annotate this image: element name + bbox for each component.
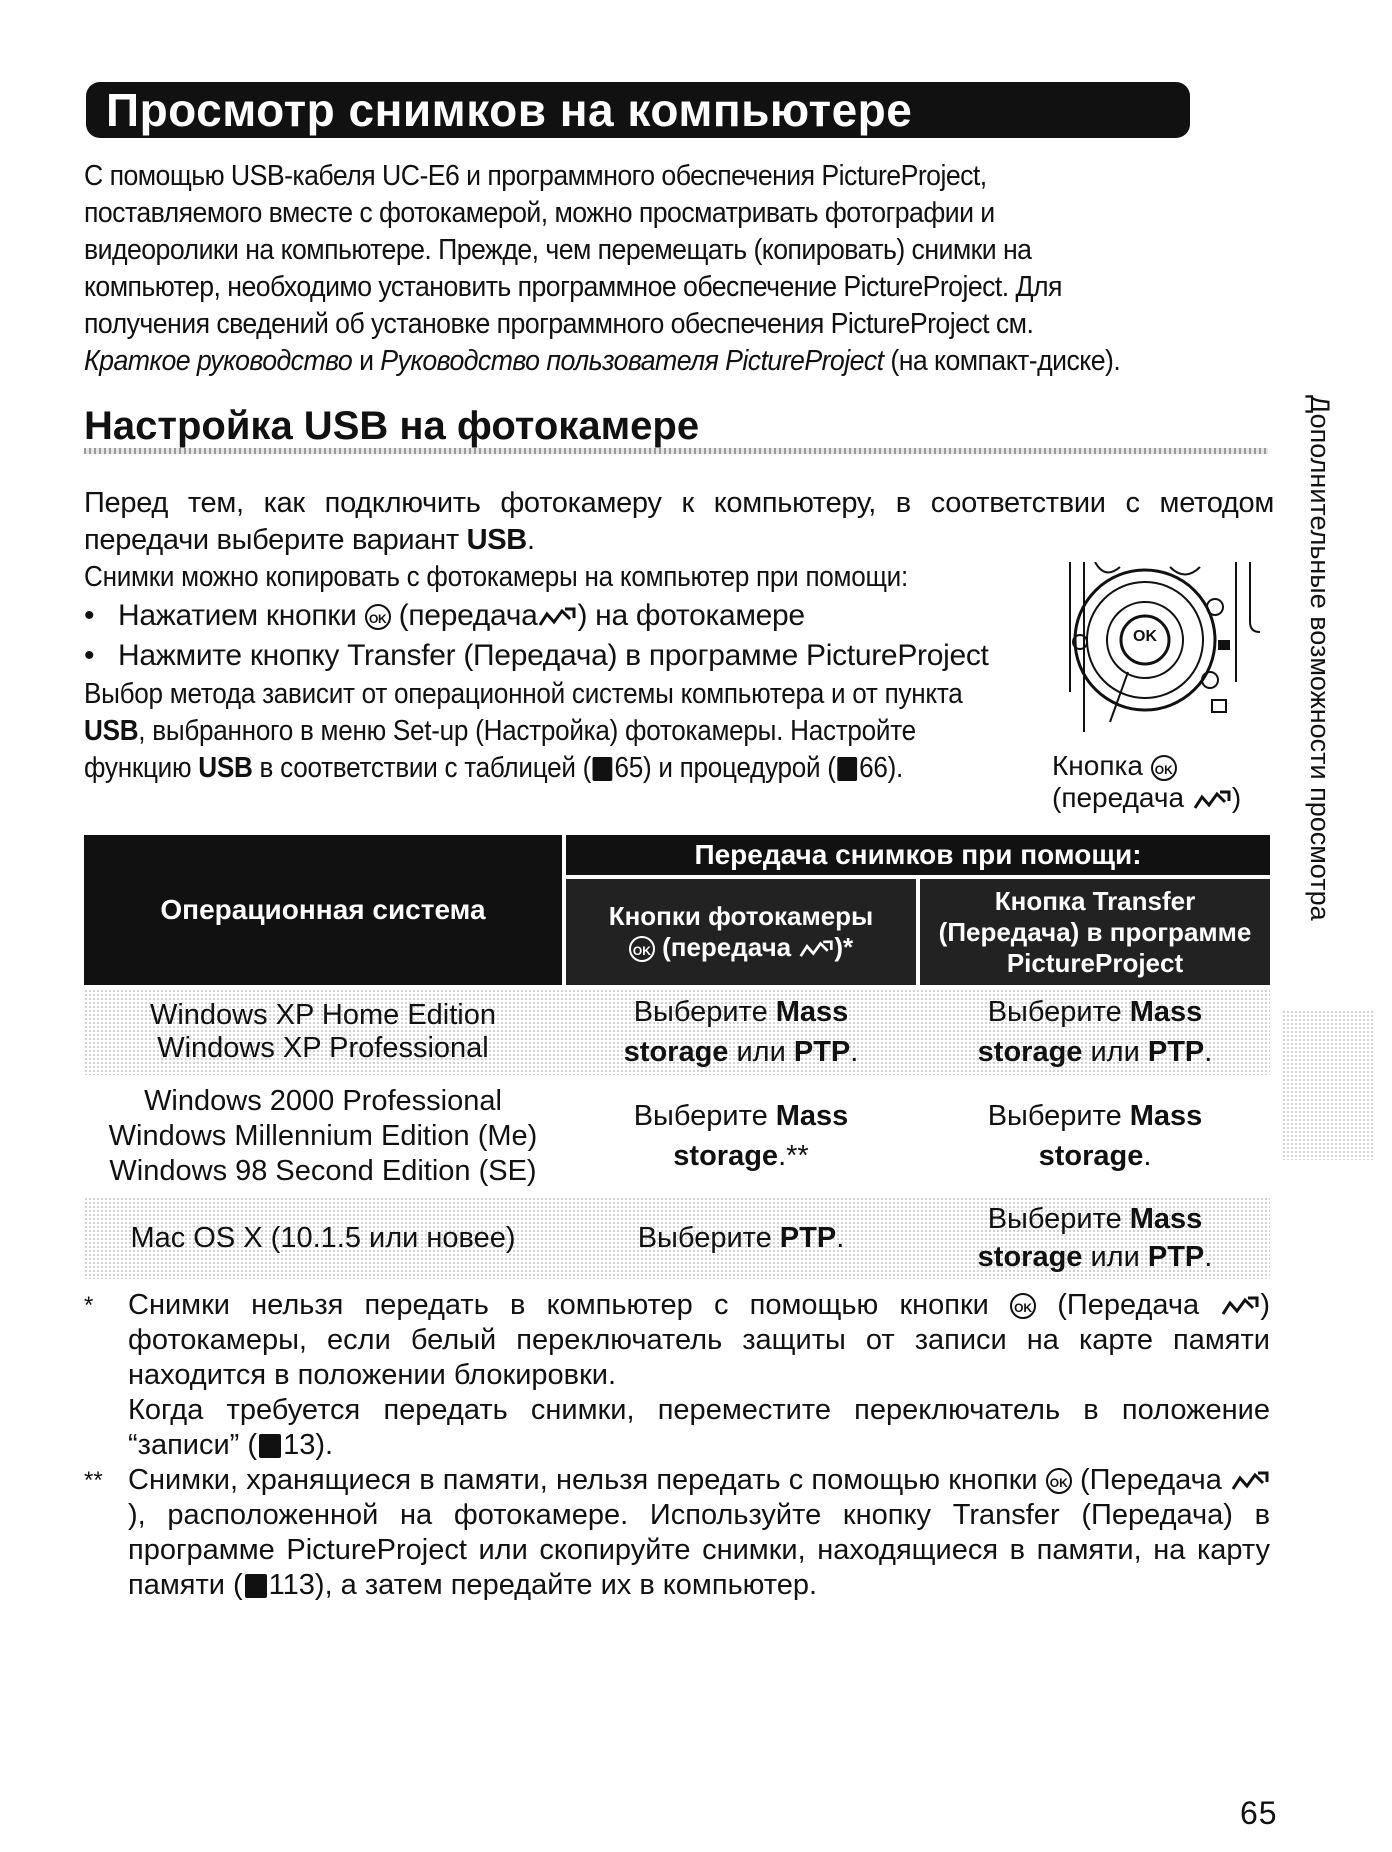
note-span: ), расположенной на фотокамере. Используйте кнопку Transfer (Передача) в программе PictureProject или скопируйте снимки, находящиеся в памяти, на карту памяти ( bbox=[128, 1499, 1270, 1601]
intro-paragraph bbox=[84, 158, 1188, 380]
pictureproject-cell bbox=[920, 1079, 1270, 1193]
header-transfer-group: Передача снимков при помощи: bbox=[566, 835, 1270, 875]
cell-text: Выберите bbox=[637, 1221, 780, 1254]
body-line bbox=[84, 750, 1092, 787]
cell-bold: PTP bbox=[793, 1036, 851, 1068]
cell-bold: Mass bbox=[775, 996, 849, 1028]
ok-button-icon: OK bbox=[1151, 755, 1177, 781]
intro-line: С помощью USB-кабеля UC-E6 и программного обеспечения PictureProject, bbox=[84, 160, 987, 192]
camera-back-illustration bbox=[1050, 562, 1280, 752]
os-name: Windows XP Home Edition bbox=[149, 999, 496, 1031]
table-row bbox=[84, 1079, 1270, 1193]
header-os: Операционная система bbox=[84, 835, 562, 985]
cell-text: Выберите bbox=[633, 1100, 776, 1132]
cell-bold: PTP bbox=[1147, 1036, 1205, 1068]
footnote-text bbox=[128, 1463, 1270, 1603]
page-number: 65 bbox=[1240, 1795, 1278, 1831]
footnote-mark: ** bbox=[84, 1467, 103, 1494]
cell-text: или bbox=[728, 1036, 794, 1068]
cell-text: Выберите bbox=[987, 1203, 1130, 1235]
cell-bold: storage bbox=[977, 1241, 1083, 1273]
section-rule bbox=[84, 448, 1268, 454]
header-text: PictureProject bbox=[1006, 947, 1184, 978]
page-ref-icon bbox=[259, 1434, 281, 1458]
body-line: Перед тем, как подключить фотокамеру к компьютеру, в соответствии с методом bbox=[84, 487, 1274, 519]
body-span: Нажмите кнопку Transfer (Передача) в программе PictureProject bbox=[118, 639, 989, 672]
cell-text: Выберите bbox=[633, 996, 776, 1028]
cell-line bbox=[978, 1032, 1213, 1072]
page-ref-icon bbox=[245, 1574, 267, 1598]
page-ref: 13 bbox=[283, 1429, 316, 1461]
intro-line: получения сведений об установке программного обеспечения PictureProject см. bbox=[84, 308, 1034, 340]
pictureproject-cell bbox=[920, 1197, 1270, 1279]
camera-ok-label: OK bbox=[1133, 628, 1157, 645]
ok-button-icon: OK bbox=[365, 604, 391, 630]
body-line bbox=[84, 713, 1092, 750]
os-name: Windows XP Professional bbox=[157, 1032, 489, 1064]
page-ref: 65 bbox=[614, 752, 643, 784]
side-tab-tone bbox=[1282, 1010, 1374, 1160]
header-pictureproject bbox=[920, 879, 1270, 985]
os-name: Windows Millennium Edition (Me) bbox=[108, 1119, 538, 1152]
page-title: Просмотр снимков на компьютере bbox=[86, 82, 1190, 138]
cell-line bbox=[638, 1222, 845, 1255]
header-line bbox=[939, 886, 1252, 979]
camera-cell bbox=[566, 1197, 916, 1279]
note-span: ) фотокамеры, если белый переключатель защиты от записи на карте памяти находится в положении блокировки. bbox=[128, 1289, 1270, 1391]
bullet-dot: • bbox=[84, 639, 95, 672]
intro-line bbox=[84, 343, 1188, 380]
note-span: ), а затем передайте их в компьютер. bbox=[314, 1569, 818, 1601]
camera-cell bbox=[566, 989, 916, 1075]
note-span: (Передача bbox=[1071, 1464, 1231, 1496]
header-text: Кнопка Transfer bbox=[994, 885, 1196, 916]
header-text: )* bbox=[834, 932, 854, 962]
cell-text: . bbox=[1204, 1241, 1213, 1273]
transfer-icon bbox=[798, 939, 834, 959]
header-text: Кнопки фотокамеры bbox=[608, 901, 874, 931]
cell-text: или bbox=[1082, 1036, 1148, 1068]
cell-line bbox=[624, 1032, 859, 1072]
cell-bold: storage bbox=[673, 1140, 779, 1172]
note-span: Снимки, хранящиеся в памяти, нельзя передать с помощью кнопки bbox=[128, 1464, 1046, 1496]
usb-bold: USB bbox=[84, 715, 139, 747]
footnote-text bbox=[128, 1393, 1270, 1463]
cell-text: .** bbox=[778, 1140, 809, 1172]
ok-button-icon: OK bbox=[1010, 1293, 1036, 1319]
footnote-mark: * bbox=[84, 1292, 94, 1319]
os-cell bbox=[84, 1079, 562, 1193]
body-line bbox=[84, 522, 1274, 559]
camera-caption bbox=[1052, 750, 1282, 814]
body-line: Выбор метода зависит от операционной системы компьютера и от пункта bbox=[84, 678, 963, 710]
ok-button-icon: OK bbox=[1046, 1468, 1072, 1494]
caption-line bbox=[1052, 782, 1282, 814]
side-chapter-tab: Дополнительные возможности просмотра bbox=[1305, 395, 1335, 921]
header-text: (Передача) в программе bbox=[938, 916, 1252, 947]
body-span: ) на фотокамере bbox=[577, 599, 805, 632]
header-camera-button bbox=[566, 879, 916, 985]
intro-line: видеоролики на компьютере. Прежде, чем перемещать (копировать) снимки на bbox=[84, 234, 1032, 266]
cell-bold: PTP bbox=[1147, 1241, 1205, 1273]
intro-tail: (на компакт-диске). bbox=[883, 345, 1121, 377]
ok-button-icon: OK bbox=[629, 936, 655, 962]
cell-text: или bbox=[1082, 1241, 1148, 1273]
transfer-icon bbox=[1192, 789, 1232, 811]
cell-bold: storage bbox=[623, 1036, 729, 1068]
usb-settings-table bbox=[84, 835, 1270, 1275]
note-span: ). bbox=[315, 1429, 334, 1461]
os-cell bbox=[84, 1197, 562, 1279]
usb-bold: USB bbox=[466, 524, 527, 556]
body-line: Снимки можно копировать с фотокамеры на компьютер при помощи: bbox=[84, 561, 908, 593]
cell-line bbox=[978, 1238, 1213, 1276]
footnote-text bbox=[128, 1288, 1270, 1393]
body-span: , выбранного в меню Set-up (Настройка) фотокамеры. Настройте bbox=[138, 715, 916, 747]
transfer-icon bbox=[537, 606, 577, 628]
footnotes bbox=[84, 1288, 1270, 1603]
section-title: Настройка USB на фотокамере bbox=[84, 404, 700, 448]
os-cell bbox=[84, 989, 562, 1075]
page-ref-icon bbox=[593, 757, 613, 781]
cell-line bbox=[988, 1096, 1203, 1136]
header-text: (передача bbox=[654, 932, 799, 962]
intro-and: и bbox=[352, 345, 381, 377]
caption-text: (передача bbox=[1052, 782, 1192, 813]
quick-guide-title: Краткое руководство bbox=[84, 345, 353, 377]
table-row bbox=[84, 989, 1270, 1075]
caption-line bbox=[1052, 750, 1282, 782]
body-span: Нажатием кнопки bbox=[118, 599, 365, 632]
cell-text: . bbox=[1204, 1036, 1213, 1068]
cell-bold: Mass bbox=[775, 1100, 849, 1132]
page-ref-icon bbox=[838, 757, 858, 781]
cell-bold: Mass bbox=[1129, 996, 1203, 1028]
cell-bold: storage bbox=[977, 1036, 1083, 1068]
body-span: передачи выберите вариант bbox=[84, 524, 467, 556]
table-row bbox=[84, 1197, 1270, 1279]
note-span: Когда требуется передать снимки, переместите переключатель в положение “записи” ( bbox=[128, 1394, 1270, 1461]
cell-line bbox=[988, 1200, 1203, 1238]
body-span: ). bbox=[887, 752, 904, 784]
os-name: Windows 98 Second Edition (SE) bbox=[109, 1154, 537, 1187]
header-line bbox=[609, 901, 874, 963]
cell-line bbox=[634, 992, 849, 1032]
cell-text: . bbox=[836, 1221, 845, 1254]
body-span: . bbox=[526, 524, 535, 556]
os-name: Windows 2000 Professional bbox=[144, 1084, 502, 1117]
camera-cell bbox=[566, 1079, 916, 1193]
cell-line bbox=[634, 1096, 849, 1136]
caption-text: ) bbox=[1231, 782, 1242, 813]
cell-line bbox=[1039, 1136, 1152, 1176]
footnote-2 bbox=[84, 1463, 1270, 1603]
cell-text: Выберите bbox=[987, 996, 1130, 1028]
transfer-icon bbox=[1220, 1295, 1260, 1317]
body-span: ) и процедурой ( bbox=[642, 752, 836, 784]
cell-bold: storage bbox=[1038, 1140, 1144, 1172]
user-guide-title: Руководство пользователя PictureProject bbox=[380, 345, 884, 377]
cell-line bbox=[988, 992, 1203, 1032]
intro-line: поставляемого вместе с фотокамерой, можно просматривать фотографии и bbox=[84, 197, 995, 229]
page-ref: 113 bbox=[268, 1569, 315, 1601]
page-ref: 66 bbox=[859, 752, 888, 784]
cell-bold: Mass bbox=[1129, 1100, 1203, 1132]
bullet-dot: • bbox=[84, 599, 95, 632]
cell-text: Выберите bbox=[987, 1100, 1130, 1132]
note-span: Снимки нельзя передать в компьютер с помощью кнопки bbox=[128, 1289, 1011, 1321]
body-span: (передача bbox=[390, 599, 538, 632]
cell-line bbox=[673, 1136, 808, 1176]
intro-line: компьютер, необходимо установить программное обеспечение PictureProject. Для bbox=[84, 271, 1062, 303]
note-span: (Передача bbox=[1036, 1289, 1221, 1321]
caption-text: Кнопка bbox=[1052, 750, 1151, 781]
cell-bold: PTP bbox=[779, 1221, 837, 1254]
pictureproject-cell bbox=[920, 989, 1270, 1075]
cell-text: . bbox=[850, 1036, 859, 1068]
cell-bold: Mass bbox=[1129, 1203, 1203, 1235]
body-span: в соответствии с таблицей ( bbox=[252, 752, 592, 784]
cell-text: . bbox=[1143, 1140, 1152, 1172]
body-span: функцию bbox=[84, 752, 199, 784]
os-name: Mac OS X (10.1.5 или новее) bbox=[130, 1221, 516, 1254]
footnote-1 bbox=[84, 1288, 1270, 1463]
usb-bold: USB bbox=[198, 752, 253, 784]
transfer-icon bbox=[1230, 1470, 1270, 1492]
